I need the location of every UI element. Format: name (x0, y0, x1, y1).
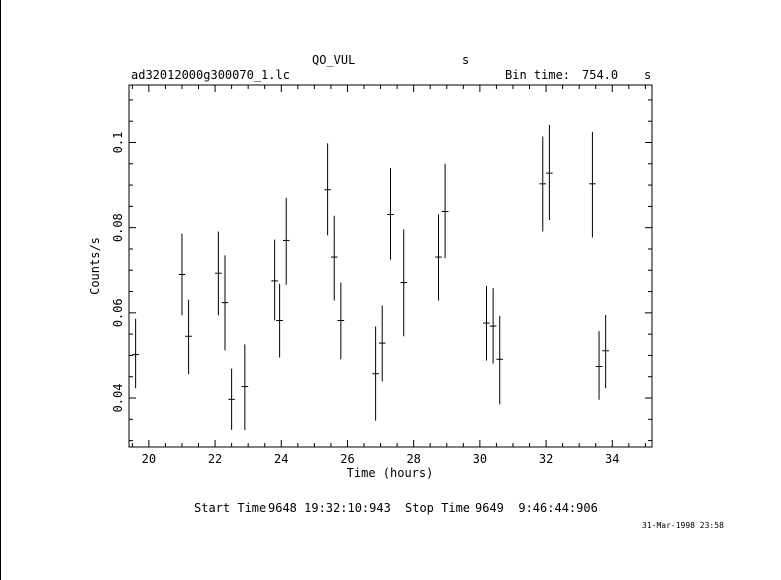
data-point (179, 234, 186, 316)
x-tick-label: 24 (274, 452, 289, 466)
data-point (283, 198, 290, 285)
data-point (338, 283, 345, 360)
bin-time-label: Bin time: (505, 68, 571, 82)
data-point (546, 125, 553, 220)
x-tick-label: 28 (406, 452, 421, 466)
bin-time-unit: s (644, 68, 652, 82)
data-point (242, 344, 249, 430)
x-tick-label: 20 (141, 452, 157, 466)
y-tick-label: 0.04 (111, 383, 125, 413)
data-point (400, 229, 407, 336)
data-points (132, 125, 609, 430)
object-unit: s (462, 53, 470, 67)
x-axis-label: Time (hours) (346, 466, 434, 480)
x-tick-label: 30 (472, 452, 488, 466)
data-point (324, 143, 331, 235)
data-point (372, 326, 379, 420)
start-time-value: 9648 19:32:10:943 (268, 501, 391, 515)
data-point (228, 369, 235, 430)
data-point (331, 216, 338, 301)
data-point (379, 306, 386, 382)
data-point (589, 132, 596, 238)
data-point (215, 232, 222, 316)
data-point (483, 286, 490, 361)
data-point (602, 315, 609, 388)
y-axis-label: Counts/s (88, 237, 102, 295)
x-axis-ticks (132, 85, 645, 466)
x-tick-label: 26 (340, 452, 355, 466)
stop-time-value: 9649 9:46:44:906 (475, 501, 598, 515)
data-point (596, 331, 603, 400)
start-time-label: Start Time (194, 501, 267, 515)
x-tick-label: 32 (538, 452, 554, 466)
y-tick-label: 0.08 (111, 213, 125, 243)
data-point (435, 214, 442, 300)
data-point (271, 240, 278, 321)
plot-frame (129, 85, 652, 447)
stop-time-label: Stop Time (405, 501, 471, 515)
y-axis-ticks (111, 100, 652, 441)
data-point (496, 316, 503, 405)
data-point (185, 300, 192, 375)
data-point (442, 164, 449, 259)
file-name: ad32012000g300070_1.lc (131, 68, 290, 82)
x-tick-label: 22 (207, 452, 223, 466)
y-tick-label: 0.1 (111, 131, 125, 154)
data-point (132, 319, 139, 388)
data-point (539, 137, 546, 232)
data-point (276, 284, 283, 358)
timestamp: 31-Mar-1998 23:58 (642, 521, 724, 530)
data-point (387, 168, 394, 260)
y-tick-label: 0.06 (111, 298, 125, 328)
object-name: QO_VUL (312, 53, 356, 67)
data-point (222, 255, 229, 350)
bin-time-value: 754.0 (582, 68, 619, 82)
x-tick-label: 34 (605, 452, 620, 466)
data-point (490, 288, 497, 363)
